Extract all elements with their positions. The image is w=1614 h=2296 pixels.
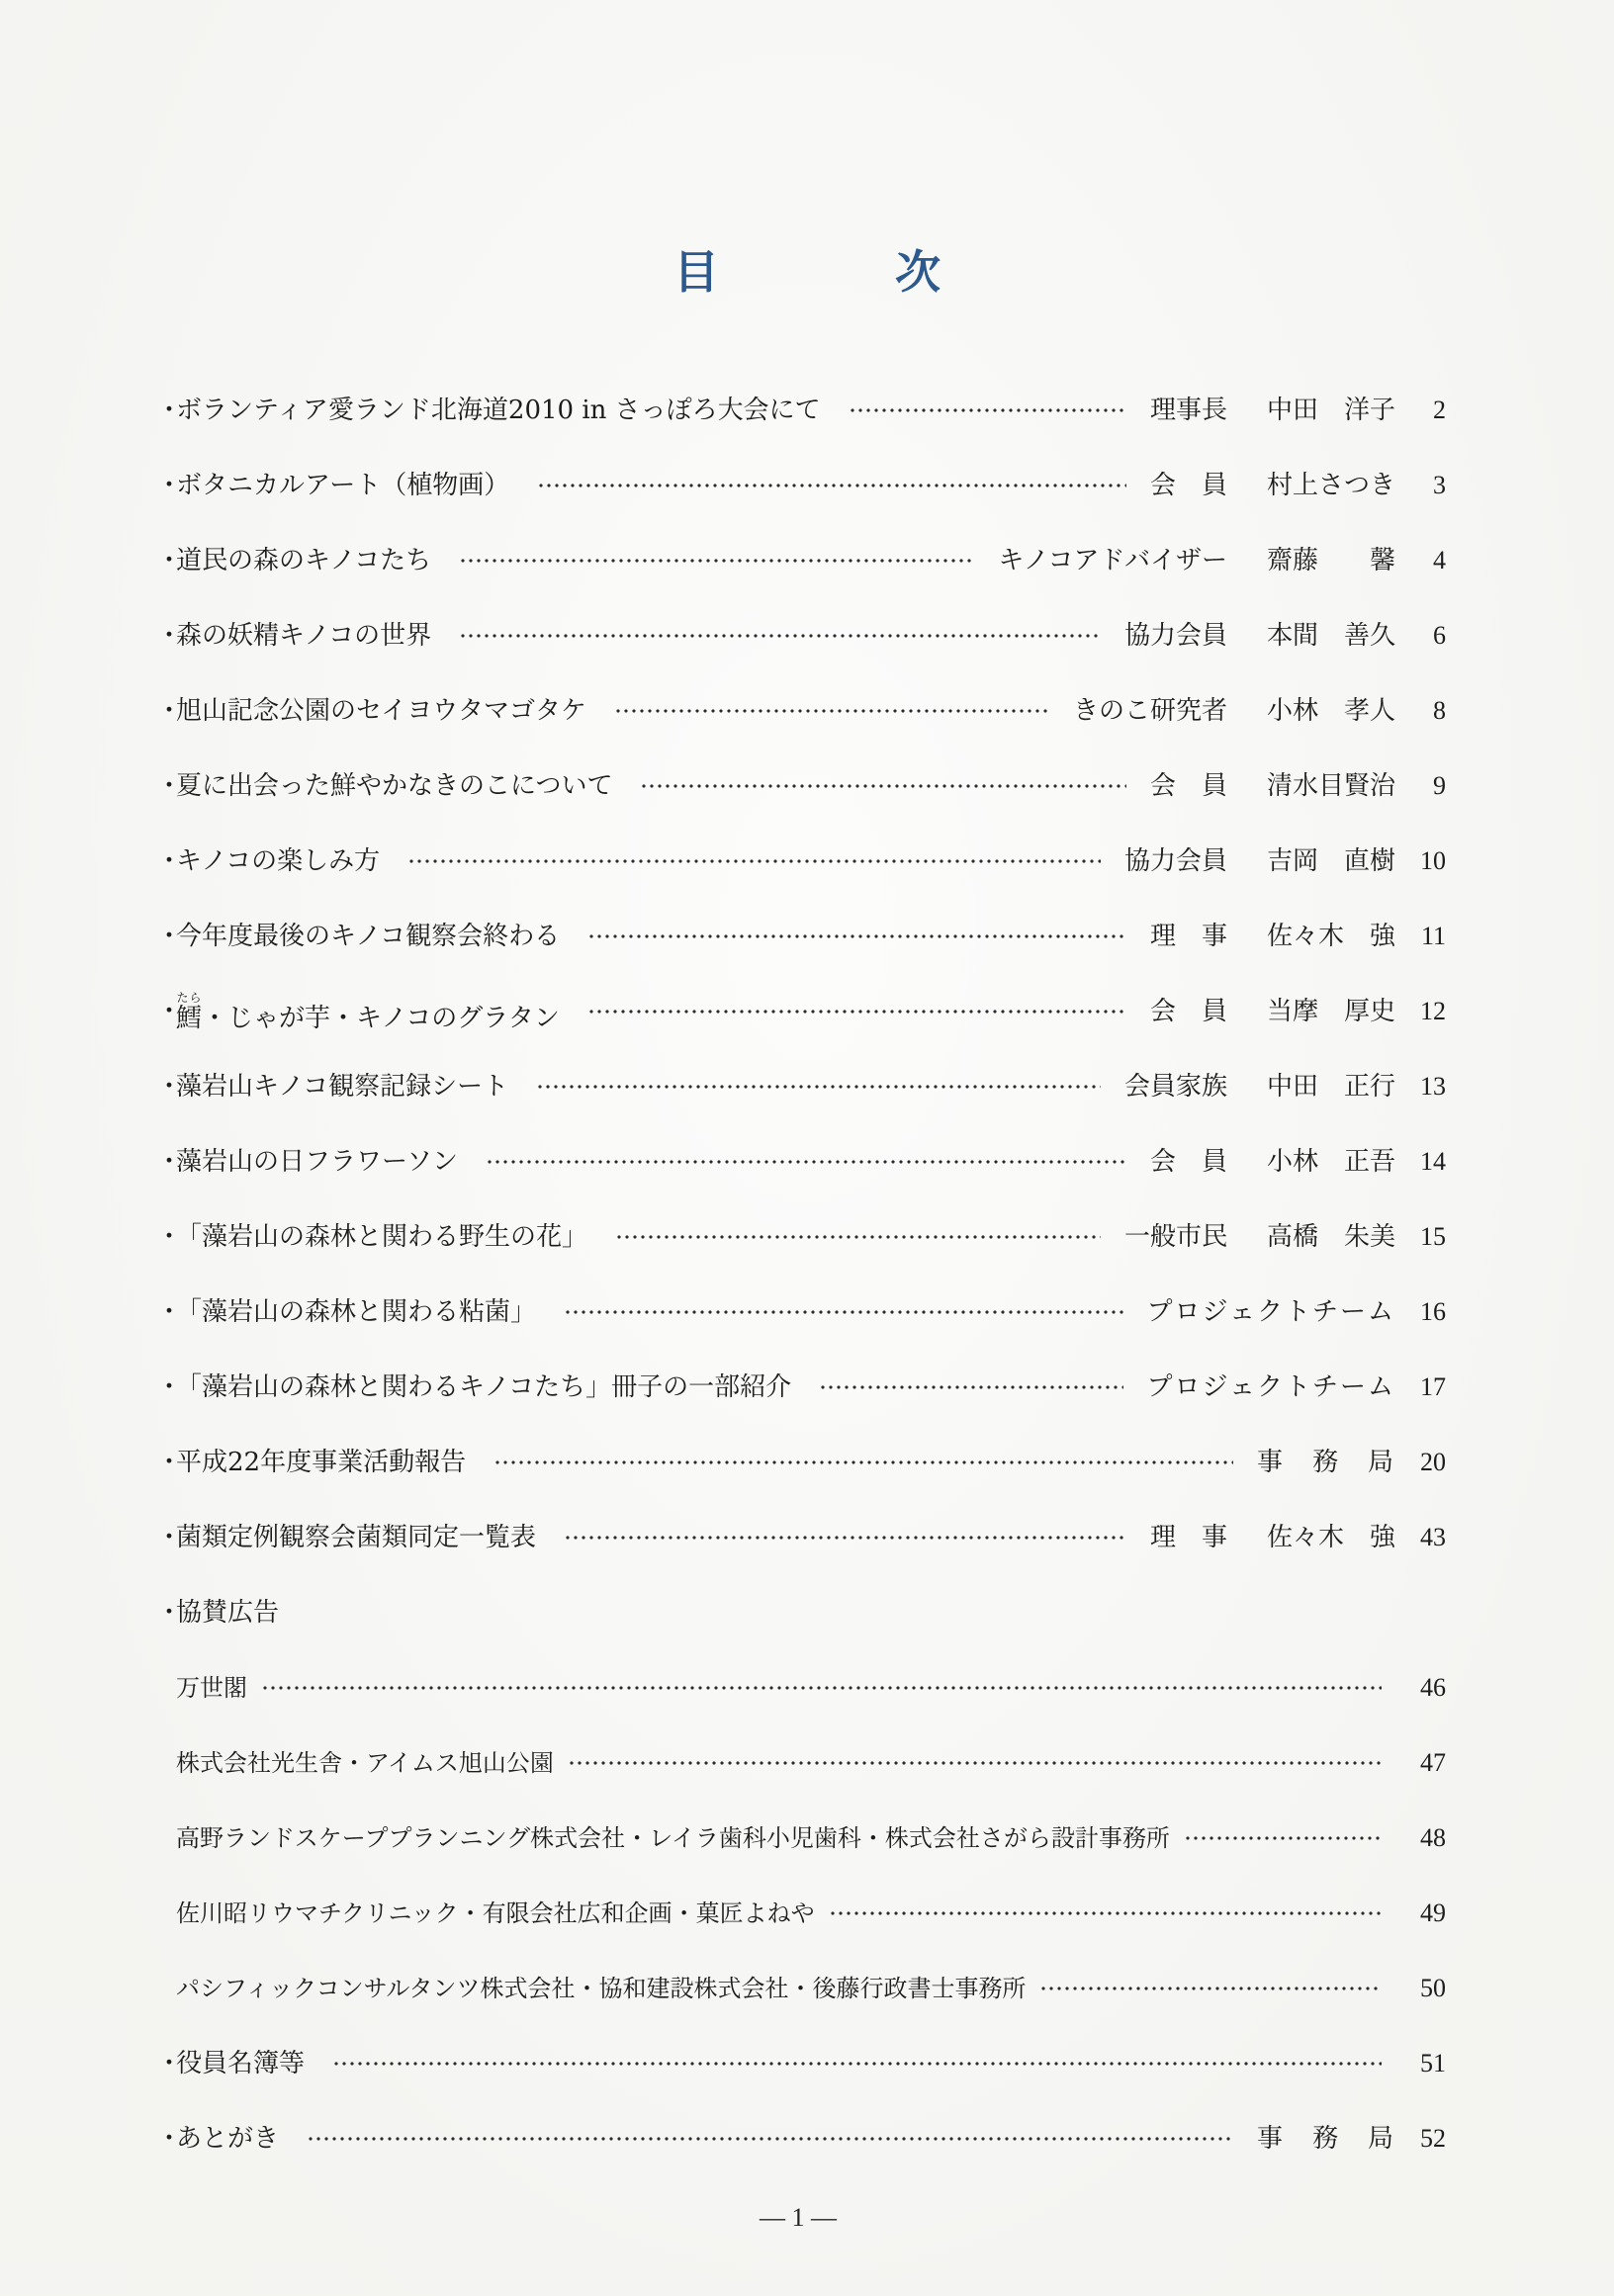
toc-entry (156, 373, 1446, 448)
entry-title-text: 協賛広告 (176, 1598, 280, 1628)
sponsor-entry (156, 1876, 1446, 1951)
leader-dots (493, 1452, 1233, 1473)
page-number: 20 (1420, 1448, 1446, 1476)
entry-title (176, 1598, 279, 1628)
leader-dots (640, 775, 1126, 797)
entry-bullet: ・ (156, 1147, 183, 1177)
sponsor-entry (156, 1725, 1446, 1801)
toc-entry (156, 1199, 1446, 1275)
page-number: 9 (1433, 771, 1446, 800)
toc-entry (156, 824, 1446, 899)
entry-bullet: ・ (156, 1523, 183, 1552)
author: 事 務 局 (1256, 1448, 1395, 1477)
author-role: 理 事 (1149, 1523, 1227, 1552)
toc-entry (156, 2101, 1446, 2176)
page-number-footer: — 1 — (760, 2203, 837, 2232)
page-number: 50 (1420, 1974, 1446, 2002)
entry-bullet: ・ (156, 2049, 183, 2078)
entry-title-text: 藻岩山キノコ観察記録シート (176, 1072, 509, 1102)
entry-bullet: ・ (156, 1222, 183, 1252)
author-name: 高橋 朱美 (1266, 1222, 1395, 1252)
leader-dots (459, 625, 1101, 647)
leader-dots (537, 475, 1126, 496)
leader-dots (615, 1226, 1101, 1248)
leader-dots (407, 850, 1101, 872)
leader-dots (1184, 1827, 1382, 1849)
entry-bullet: ・ (156, 771, 183, 801)
page-number: 3 (1433, 471, 1446, 499)
author-name: 齋藤 馨 (1266, 546, 1395, 575)
title-ruby (176, 990, 203, 1033)
entry-bullet: ・ (156, 1072, 183, 1102)
entry-bullet: ・ (156, 1372, 183, 1402)
entry-title-text: 夏に出会った鮮やかなきのこについて (176, 771, 613, 801)
page-number: 49 (1420, 1899, 1446, 1927)
author-role: 協力会員 (1123, 621, 1227, 651)
entry-title (176, 991, 560, 1033)
page-number: 51 (1420, 2049, 1446, 2077)
entry-title-text: ・じゃが芋・キノコのグラタン (202, 1003, 560, 1033)
page-number: 10 (1420, 846, 1446, 875)
toc-entry (156, 749, 1446, 824)
entry-title (176, 1448, 466, 1477)
ruby-reading: たら (176, 990, 203, 1005)
entry-bullet: ・ (156, 846, 183, 876)
author-role: 一般市民 (1123, 1222, 1227, 1252)
entry-title (176, 696, 586, 726)
sponsor-entry (156, 1650, 1446, 1725)
leader-dots (587, 1001, 1126, 1022)
entry-title (176, 1748, 554, 1778)
page-number: 52 (1420, 2124, 1446, 2153)
entry-title-text: 役員名簿等 (176, 2049, 306, 2078)
toc-entry (156, 1500, 1446, 1575)
author-name: 中田 洋子 (1266, 396, 1395, 425)
sponsor-entry (156, 1801, 1446, 1876)
page-number: 13 (1420, 1072, 1446, 1101)
entry-title (176, 2049, 305, 2078)
entry-title (176, 1974, 1026, 2003)
sponsor-entry (156, 1951, 1446, 2026)
entry-title-text: 藻岩山の日フラワーソン (176, 1147, 458, 1177)
author-role: キノコアドバイザー (998, 546, 1227, 575)
table-of-contents (156, 373, 1446, 2176)
author-role: きのこ研究者 (1072, 696, 1227, 726)
page-number: 16 (1420, 1297, 1446, 1326)
leader-dots (564, 1301, 1123, 1323)
page-number: 12 (1420, 997, 1446, 1025)
author-name: 清水目賢治 (1266, 771, 1395, 801)
entry-title-text: あとがき (176, 2124, 280, 2154)
author: 事 務 局 (1256, 2124, 1395, 2154)
entry-title (176, 1372, 791, 1402)
page-number: 46 (1420, 1673, 1446, 1702)
author-role: 理事長 (1149, 396, 1227, 425)
entry-title-text: 「藻岩山の森林と関わる粘菌」 (176, 1297, 537, 1327)
entry-title-text: 今年度最後のキノコ観察会終わる (176, 922, 561, 951)
entry-title-text: ボタニカルアート（植物画） (176, 471, 510, 500)
page-number: 47 (1420, 1748, 1446, 1777)
ruby-base: 鱈 (176, 1003, 203, 1033)
author: プロジェクトチーム (1146, 1297, 1395, 1327)
page-number: 6 (1433, 621, 1446, 650)
entry-title-text: 森の妖精キノコの世界 (176, 621, 432, 651)
author-role: 会 員 (1149, 771, 1227, 801)
leader-dots (1039, 1978, 1382, 1999)
entry-bullet: ・ (156, 621, 183, 651)
entry-title (176, 1222, 587, 1252)
toc-entry (156, 598, 1446, 673)
entry-bullet: ・ (156, 696, 183, 726)
author-name: 佐々木 強 (1266, 1523, 1395, 1552)
page-number: 2 (1433, 396, 1446, 424)
page-number: 8 (1433, 696, 1446, 725)
entry-title-text: キノコの楽しみ方 (176, 846, 381, 876)
leader-dots (819, 1376, 1122, 1398)
author-role: 協力会員 (1123, 846, 1227, 876)
entry-title-text: 平成22年度事業活動報告 (176, 1448, 467, 1477)
entry-title (176, 1297, 536, 1327)
leader-dots (536, 1076, 1101, 1098)
toc-entry (156, 1425, 1446, 1500)
toc-entry (156, 448, 1446, 523)
entry-title-text: ボランティア愛ランド北海道2010 in さっぽろ大会にて (176, 396, 821, 425)
author-role: 理 事 (1149, 922, 1227, 951)
toc-entry (156, 1275, 1446, 1350)
entry-bullet: ・ (156, 922, 183, 951)
leader-dots (307, 2128, 1233, 2150)
entry-bullet: ・ (156, 1297, 183, 1327)
author-role: 会 員 (1149, 471, 1227, 500)
entry-title (176, 621, 431, 651)
author-name: 中田 正行 (1266, 1072, 1395, 1102)
entry-bullet: ・ (156, 471, 183, 500)
entry-title-text: 「藻岩山の森林と関わる野生の花」 (176, 1222, 588, 1252)
toc-entry (156, 1350, 1446, 1425)
author-role: 会員家族 (1123, 1072, 1227, 1102)
page-number: 11 (1420, 922, 1446, 950)
entry-title-text: 「藻岩山の森林と関わるキノコたち」冊子の一部紹介 (176, 1372, 792, 1402)
entry-title (176, 471, 509, 500)
toc-entry (156, 523, 1446, 598)
page-number: 48 (1420, 1823, 1446, 1852)
leader-dots (587, 926, 1126, 947)
entry-title-text: 高野ランドスケーププランニング株式会社・レイラ歯科小児歯科・株式会社さがら設計事務所 (176, 1824, 1170, 1852)
entry-title-text: 株式会社光生舎・アイムス旭山公園 (176, 1749, 554, 1777)
toc-entry (156, 2026, 1446, 2101)
entry-title-text: 旭山記念公園のセイヨウタマゴタケ (176, 696, 586, 726)
leader-dots (849, 399, 1126, 421)
page-number: 4 (1433, 546, 1446, 574)
entry-bullet: ・ (156, 997, 183, 1026)
author-name: 小林 孝人 (1266, 696, 1395, 726)
leader-dots (459, 550, 974, 572)
entry-title-text: 万世閣 (176, 1674, 247, 1702)
leader-dots (614, 700, 1049, 722)
page-number: 14 (1420, 1147, 1446, 1176)
leader-dots (568, 1752, 1382, 1774)
leader-dots (261, 1677, 1382, 1699)
author-name: 吉岡 直樹 (1266, 846, 1395, 876)
entry-bullet: ・ (156, 2124, 183, 2154)
entry-title (176, 771, 612, 801)
entry-title (176, 1673, 247, 1703)
author-name: 小林 正吾 (1266, 1147, 1395, 1177)
entry-title (176, 1072, 508, 1102)
author: プロジェクトチーム (1146, 1372, 1395, 1402)
entry-title-text: 佐川昭リウマチクリニック・有限会社広和企画・菓匠よねや (176, 1899, 815, 1927)
entry-title-text: パシフィックコンサルタンツ株式会社・協和建設株式会社・後藤行政書士事務所 (176, 1975, 1027, 2002)
toc-entry (156, 1124, 1446, 1199)
toc-entry (156, 974, 1446, 1049)
toc-entry (156, 673, 1446, 749)
entry-title (176, 2124, 279, 2154)
leader-dots (332, 2053, 1382, 2075)
entry-title (176, 1823, 1170, 1853)
entry-title (176, 846, 380, 876)
entry-title-text: 菌類定例観察会菌類同定一覧表 (176, 1523, 537, 1552)
entry-title (176, 1899, 815, 1928)
toc-entry (156, 1575, 1446, 1650)
entry-title-text: 道民の森のキノコたち (176, 546, 432, 575)
leader-dots (564, 1527, 1126, 1548)
entry-bullet: ・ (156, 1448, 183, 1477)
toc-entry (156, 1049, 1446, 1124)
page-number: 43 (1420, 1523, 1446, 1551)
author-name: 村上さつき (1266, 471, 1395, 500)
entry-title (176, 1523, 536, 1552)
entry-title (176, 546, 431, 575)
author-role: 会 員 (1149, 997, 1227, 1026)
leader-dots (486, 1151, 1126, 1173)
toc-heading: 目次 (673, 245, 1117, 299)
leader-dots (829, 1902, 1382, 1924)
page-number: 17 (1420, 1372, 1446, 1401)
author-name: 佐々木 強 (1266, 922, 1395, 951)
entry-title (176, 1147, 458, 1177)
entry-bullet: ・ (156, 546, 183, 575)
author-role: 会 員 (1149, 1147, 1227, 1177)
entry-title (176, 922, 560, 951)
entry-title (176, 396, 821, 425)
toc-entry (156, 899, 1446, 974)
page-number: 15 (1420, 1222, 1446, 1251)
entry-bullet: ・ (156, 1598, 183, 1628)
entry-bullet: ・ (156, 396, 183, 425)
author-name: 本間 善久 (1266, 621, 1395, 651)
author-name: 当摩 厚史 (1266, 997, 1395, 1026)
